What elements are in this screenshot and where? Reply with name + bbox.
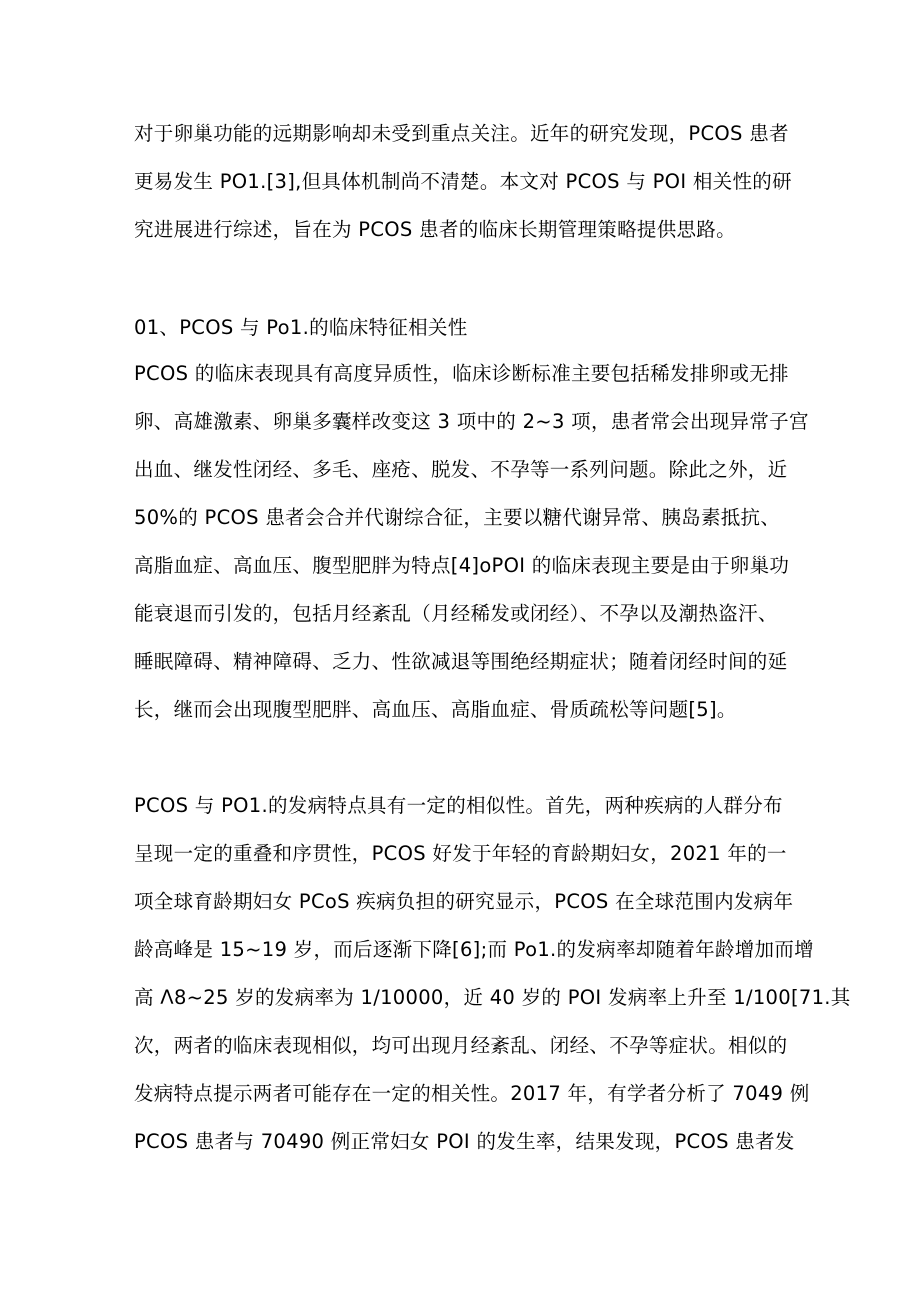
paragraph-line: 龄高峰是 15~19 岁，而后逐渐下降[6];而 Po1.的发病率却随着年龄增加而增 (134, 938, 814, 961)
paragraph-line: PCOS 患者与 70490 例正常妇女 POI 的发生率，结果发现，PCOS 患者发 (134, 1130, 795, 1153)
paragraph-line: PCOS 的临床表现具有高度异质性，临床诊断标准主要包括稀发排卵或无排 (134, 362, 789, 385)
paragraph-line: 能衰退而引发的，包括月经紊乱（月经稀发或闭经）、不孕以及潮热盗汗、 (134, 602, 778, 625)
paragraph-line: 出血、继发性闭经、多毛、座疮、脱发、不孕等一系列问题。除此之外，近 (134, 458, 788, 481)
paragraph-line: 项全球育龄期妇女 PCoS 疾病负担的研究显示，PCOS 在全球范围内发病年 (134, 890, 794, 913)
paragraph-line: 高脂血症、高血压、腹型肥胖为特点[4]oPOI 的临床表现主要是由于卵巢功 (134, 554, 790, 577)
paragraph-line: 卵、高雄激素、卵巢多囊样改变这 3 项中的 2~3 项，患者常会出现异常子宫 (134, 410, 809, 433)
paragraph-line: 发病特点提示两者可能存在一定的相关性。2017 年，有学者分析了 7049 例 (134, 1082, 810, 1105)
paragraph-line: PCOS 与 PO1.的发病特点具有一定的相似性。首先，两种疾病的人群分布 (134, 794, 783, 817)
paragraph-line: 究进展进行综述，旨在为 PCOS 患者的临床长期管理策略提供思路。 (134, 218, 736, 241)
paragraph-line: 对于卵巢功能的远期影响却未受到重点关注。近年的研究发现，PCOS 患者 (134, 122, 789, 145)
section-heading: 01、PCOS 与 Po1.的临床特征相关性 (134, 316, 468, 339)
paragraph-line: 呈现一定的重叠和序贯性，PCOS 好发于年轻的育龄期妇女，2021 年的一 (134, 842, 787, 865)
paragraph-line: 更易发生 PO1.[3],但具体机制尚不清楚。本文对 PCOS 与 POI 相关性的研 (134, 170, 792, 193)
paragraph-line: 次，两者的临床表现相似，均可出现月经紊乱、闭经、不孕等症状。相似的 (134, 1034, 788, 1057)
paragraph-line: 50%的 PCOS 患者会合并代谢综合征，主要以糖代谢异常、胰岛素抵抗、 (134, 506, 781, 529)
paragraph-line: 睡眠障碍、精神障碍、乏力、性欲减退等围绝经期症状；随着闭经时间的延 (134, 650, 788, 673)
paragraph-line: 长，继而会出现腹型肥胖、高血压、高脂血症、骨质疏松等问题[5]。 (134, 698, 737, 721)
paragraph-line: 高 Λ8~25 岁的发病率为 1/10000，近 40 岁的 POI 发病率上升至 1/100[71.其 (134, 986, 851, 1009)
